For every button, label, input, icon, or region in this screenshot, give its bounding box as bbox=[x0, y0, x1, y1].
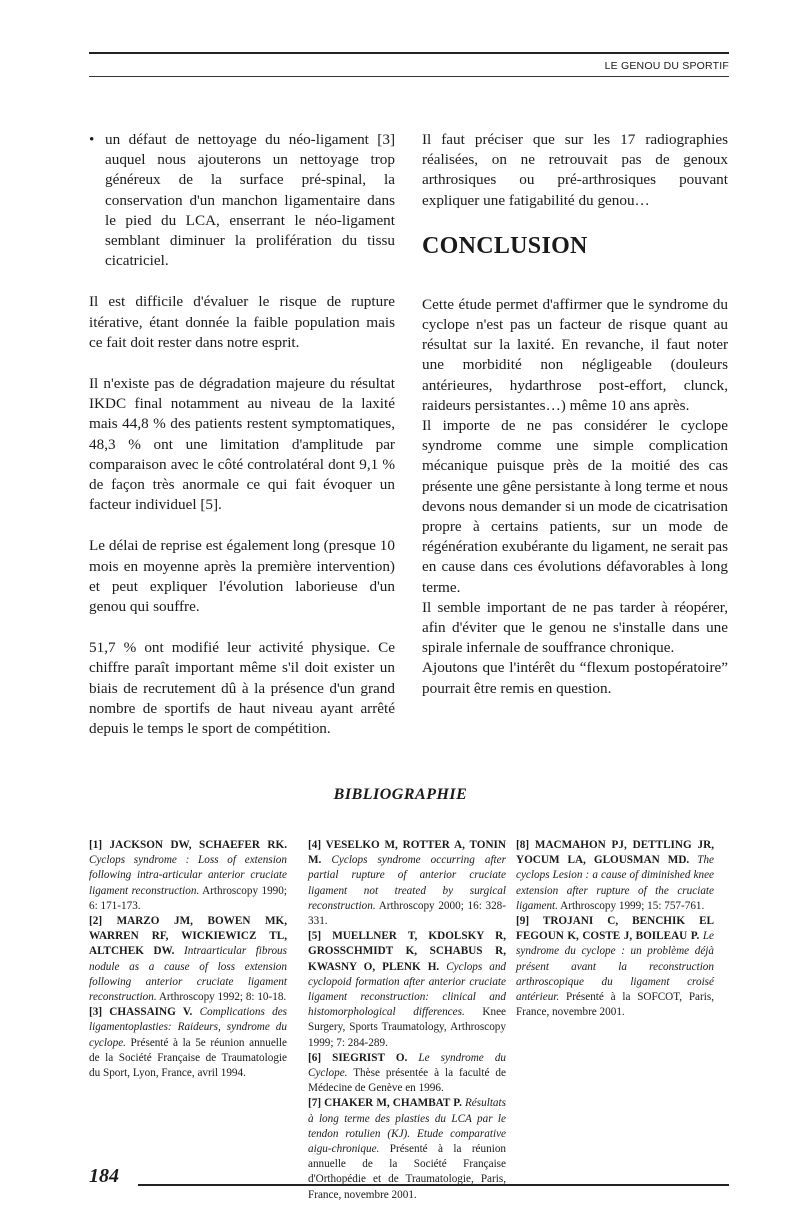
references-column-3 bbox=[516, 838, 714, 1020]
paragraph: Le délai de reprise est également long (presque 10 mois en moyenne après la première intervention) et peut expliquer l'évolution laborieuse d'un genou qui souffre. bbox=[89, 537, 395, 616]
reference-item: [5] MUELLNER T, KDOLSKY R, GROSSCHMIDT K, SCHABUS R, KWASNY O, PLENK H. Cyclops and cyclopoid formation after anterior cruciate ligament reconstruction: clinical and histomorphological differences. Knee Surgery, Sports Traumatology, Arthroscopy 1999; 7: 284-289. bbox=[308, 930, 507, 1049]
reference-item: [8] MACMAHON PJ, DETTLING JR, YOCUM LA, GLOUSMAN MD. The cyclops Lesion : a cause of diminished knee extension after rupture of the cruciate ligament. Arthroscopy 1999; 15: 757-761. bbox=[516, 839, 714, 912]
reference-item: [7] CHAKER M, CHAMBAT P. Résultats à long terme des plasties du LCA par le tendon rotulien (KJ). Etude comparative aigu-chronique. Présenté à la réunion annuelle de la Société Française d'Orthopédie et de Traumatologie, Paris, France, novembre 2001. bbox=[308, 1097, 507, 1201]
footer-rule bbox=[138, 1184, 729, 1186]
paragraph: 51,7 % ont modifié leur activité physique. Ce chiffre paraît important même s'il doit exister un biais de recrutement dû à la présence d'un grand nombre de sportifs de haut niveau ayant arrêté depuis le temps le sport de compétition. bbox=[89, 639, 395, 738]
paragraph: Il est difficile d'évaluer le risque de rupture itérative, étant donnée la faible population mais ce fait doit rester dans notre esprit. bbox=[89, 293, 395, 351]
paragraph: Cette étude permet d'affirmer que le syndrome du cyclope n'est pas un facteur de risque quant au résultat sur la laxité. En revanche, il faut noter une morbidité non négligeable (douleurs antérieures, hydarthrose post-effort, clunck, raideurs persistantes…) même 10 ans après. bbox=[422, 295, 728, 414]
reference-item: [4] VESELKO M, ROTTER A, TONIN M. Cyclops syndrome occurring after partial rupture of anterior cruciate ligament not treated by surgical reconstruction. Arthroscopy 2000; 16: 328-331. bbox=[308, 839, 506, 928]
bullet-mark: • bbox=[89, 131, 95, 148]
page-number: 184 bbox=[89, 1165, 119, 1187]
top-rule bbox=[89, 52, 729, 54]
paragraph: Il n'existe pas de dégradation majeure du résultat IKDC final notamment au niveau de la laxité mais 44,8 % des patients restent symptomatiques, 48,3 % ont une limitation d'amplitude par comparaison avec le côté controlatéral dont 9,1 % de façon très anormale ce qui fait évoquer un facteur individuel [5]. bbox=[89, 375, 395, 514]
reference-item: [9] TROJANI C, BENCHIK EL FEGOUN K, COSTE J, BOILEAU P. Le syndrome du cyclope : un problème déjà présent avant la reconstruction arthroscopique du ligament croisé antérieur. Présenté à la SOFCOT, Paris, France, novembre 2001. bbox=[516, 915, 714, 1019]
paragraph: Il faut préciser que sur les 17 radiographies réalisées, on ne retrouvait pas de genoux arthrosiques ou pré-arthrosiques pouvant expliquer une fatigabilité du genou… bbox=[422, 131, 728, 209]
section-title-conclusion: CONCLUSION bbox=[422, 232, 588, 259]
left-column bbox=[89, 130, 395, 739]
right-column bbox=[422, 130, 728, 699]
running-head: LE GENOU DU SPORTIF bbox=[604, 60, 729, 72]
paragraph: Ajoutons que l'intérêt du “flexum postopératoire” pourrait être remis en question. bbox=[422, 659, 728, 697]
header-rule bbox=[89, 76, 729, 77]
reference-item: [3] CHASSAING V. Complications des ligamentoplasties: Raideurs, syndrome du cyclope. Présenté à la 5e réunion annuelle de la Société Française de Traumatologie du Sport, Lyon, France, avril 1994. bbox=[89, 1006, 288, 1080]
paragraph: Il importe de ne pas considérer le cyclope syndrome comme une simple complication mécanique puisque près de la moitié des cas présente une gêne persistante à long terme et nous devons nous demander si un mode de cicatrisation propre à certains patients, sur un mode de régénération exubérante du ligament, ne serait pas en cause dans ces évolutions défavorables à long terme. bbox=[422, 417, 728, 596]
reference-item: [2] MARZO JM, BOWEN MK, WARREN RF, WICKIEWICZ TL, ALTCHEK DW. Intraarticular fibrous nodule as a cause of loss extension following anterior cruciate ligament reconstruction. Arthroscopy 1992; 8: 10-18. bbox=[89, 915, 287, 1004]
bullet-paragraph bbox=[89, 130, 395, 271]
paragraph: Il semble important de ne pas tarder à réopérer, afin d'éviter que le genou ne s'installe dans une spirale infernale de souffrance chronique. bbox=[422, 598, 728, 657]
reference-item: [1] JACKSON DW, SCHAEFER RK. Cyclops syndrome : Loss of extension following intra-articular anterior cruciate ligament reconstruction. Arthroscopy 1990; 6: 171-173. bbox=[89, 839, 287, 912]
references-column-2 bbox=[308, 838, 506, 1203]
bullet-text: un défaut de nettoyage du néo-ligament [3] auquel nous ajouterons un nettoyage trop généreux de la surface pré-spinal, la conservation d'un manchon ligamentaire dans le pied du LCA, enserrant le néo-ligament semblant diminuer la prolifération du tissu cicatriciel. bbox=[105, 131, 395, 270]
section-title-bibliography: BIBLIOGRAPHIE bbox=[333, 786, 468, 803]
reference-item: [6] SIEGRIST O. Le syndrome du Cyclope. Thèse présentée à la faculté de Médecine de Genève en 1996. bbox=[308, 1051, 507, 1095]
references-column-1 bbox=[89, 838, 287, 1081]
